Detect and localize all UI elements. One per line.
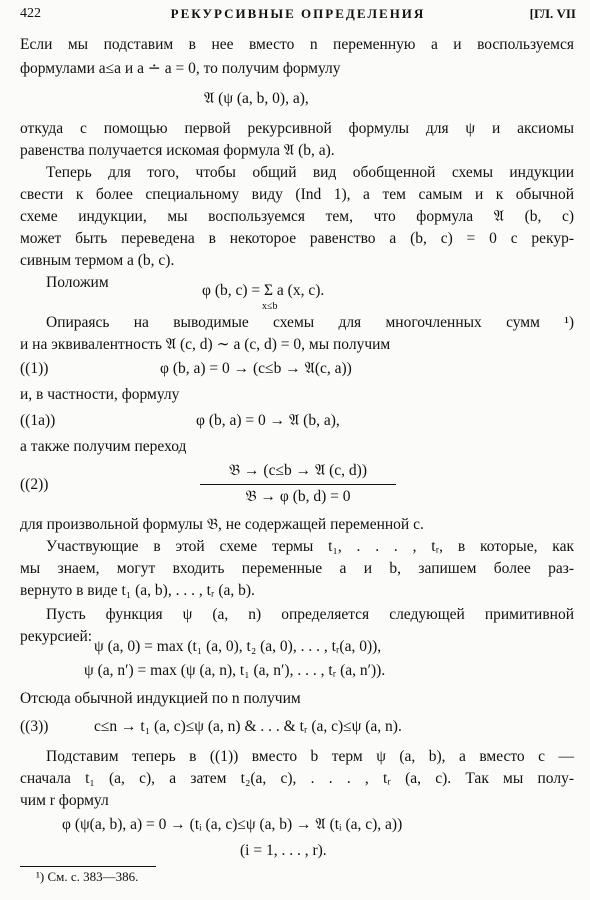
text-line: мы знаем, могут входить переменные a и b, запишем более раз- bbox=[20, 560, 574, 577]
text-line: Если мы подставим в нее вместо n переменную a и воспользуемся bbox=[20, 36, 574, 53]
equation-tag: ((2)) bbox=[20, 476, 49, 493]
equation-tag: ((3)) bbox=[20, 718, 49, 735]
formula-subscript: x≤b bbox=[262, 301, 278, 312]
text-line: схеме индукции, мы воспользуемся тем, что формула 𝔄 (b, c) bbox=[20, 208, 574, 225]
formula: c≤n → t₁ (a, c)≤ψ (a, n) & . . . & tᵣ (a, c)≤ψ (a, n). bbox=[94, 718, 402, 735]
text-line: Отсюда обычной индукцией по n получим bbox=[20, 690, 301, 707]
text-line: и на эквивалентность 𝔄 (c, d) ∼ a (c, d) = 0, мы получим bbox=[20, 336, 391, 353]
text-line: сначала t₁ (a, c), а затем t₂(a, c), . . . , tᵣ (a, c). Так мы полу- bbox=[20, 770, 574, 787]
fraction-bar bbox=[200, 484, 396, 485]
text-line: свести к более специальному виду (Ind 1), а тем самым и к обычной bbox=[20, 186, 574, 203]
running-header bbox=[20, 6, 576, 24]
text-line: Пусть функция ψ (a, n) определяется следующей примитивной bbox=[46, 606, 574, 623]
text-line: формулами a≤a и a ∸ a = 0, то получим формулу bbox=[20, 60, 341, 77]
text-line: равенства получается искомая формула 𝔄 (b, a). bbox=[20, 142, 335, 159]
text-line: откуда с помощью первой рекурсивной формулы для ψ и аксиомы bbox=[20, 120, 574, 137]
formula: ψ (a, 0) = max (t₁ (a, 0), t₂ (a, 0), . . . , tᵣ(a, 0)), bbox=[94, 638, 382, 655]
running-title: РЕКУРСИВНЫЕ ОПРЕДЕЛЕНИЯ bbox=[170, 6, 426, 21]
footnote: ¹) См. с. 383—386. bbox=[36, 869, 139, 884]
footnote-rule bbox=[20, 866, 156, 867]
formula: ψ (a, n′) = max (ψ (a, n), t₁ (a, n′), . . . , tᵣ (a, n′)). bbox=[84, 662, 386, 679]
text-line: Подставим теперь в ((1)) вместо b терм ψ (a, b), а вместо c — bbox=[46, 748, 574, 765]
text-line: вернуто в виде t₁ (a, b), . . . , tᵣ (a, b). bbox=[20, 582, 255, 599]
text-line: для произвольной формулы 𝔅, не содержащей переменной c. bbox=[20, 516, 424, 533]
page-number: 422 bbox=[20, 6, 41, 21]
equation-tag: ((1)) bbox=[20, 360, 49, 377]
formula: φ (b, a) = 0 → (c≤b → 𝔄(c, a)) bbox=[160, 360, 352, 377]
text-line: Участвующие в этой схеме термы t₁, . . . , tᵣ, в которые, как bbox=[46, 538, 574, 555]
formula-denominator: 𝔅 → φ (b, d) = 0 bbox=[245, 488, 351, 505]
formula: φ (ψ(a, b), a) = 0 → (tᵢ (a, c)≤ψ (a, b) → 𝔄 (tᵢ (a, c), a)) bbox=[62, 816, 403, 833]
formula: 𝔄 (ψ (a, b, 0), a), bbox=[204, 90, 309, 107]
text-line: Положим bbox=[46, 274, 109, 291]
formula: (i = 1, . . . , r). bbox=[240, 842, 327, 859]
text-line: чим r формул bbox=[20, 792, 109, 809]
text-line: Опираясь на выводимые схемы для многочленных сумм ¹) bbox=[46, 314, 574, 331]
formula-numerator: 𝔅 → (c≤b → 𝔄 (c, d)) bbox=[228, 462, 367, 479]
equation-tag: ((1a)) bbox=[20, 412, 56, 429]
text-line: и, в частности, формулу bbox=[20, 386, 180, 403]
text-line: сивным термом a (b, c). bbox=[20, 252, 175, 269]
chapter-label: [ГЛ. VII bbox=[529, 6, 576, 21]
text-line: а также получим переход bbox=[20, 438, 187, 455]
formula: φ (b, a) = 0 → 𝔄 (b, a), bbox=[196, 412, 340, 429]
formula: φ (b, c) = Σ a (x, c). bbox=[202, 282, 325, 299]
text-line: рекурсией: bbox=[20, 628, 93, 645]
text-line: Теперь для того, чтобы общий вид обобщенной схемы индукции bbox=[46, 164, 574, 181]
text-line: может быть переведена в некоторое равенство a (b, c) = 0 с рекур- bbox=[20, 230, 574, 247]
